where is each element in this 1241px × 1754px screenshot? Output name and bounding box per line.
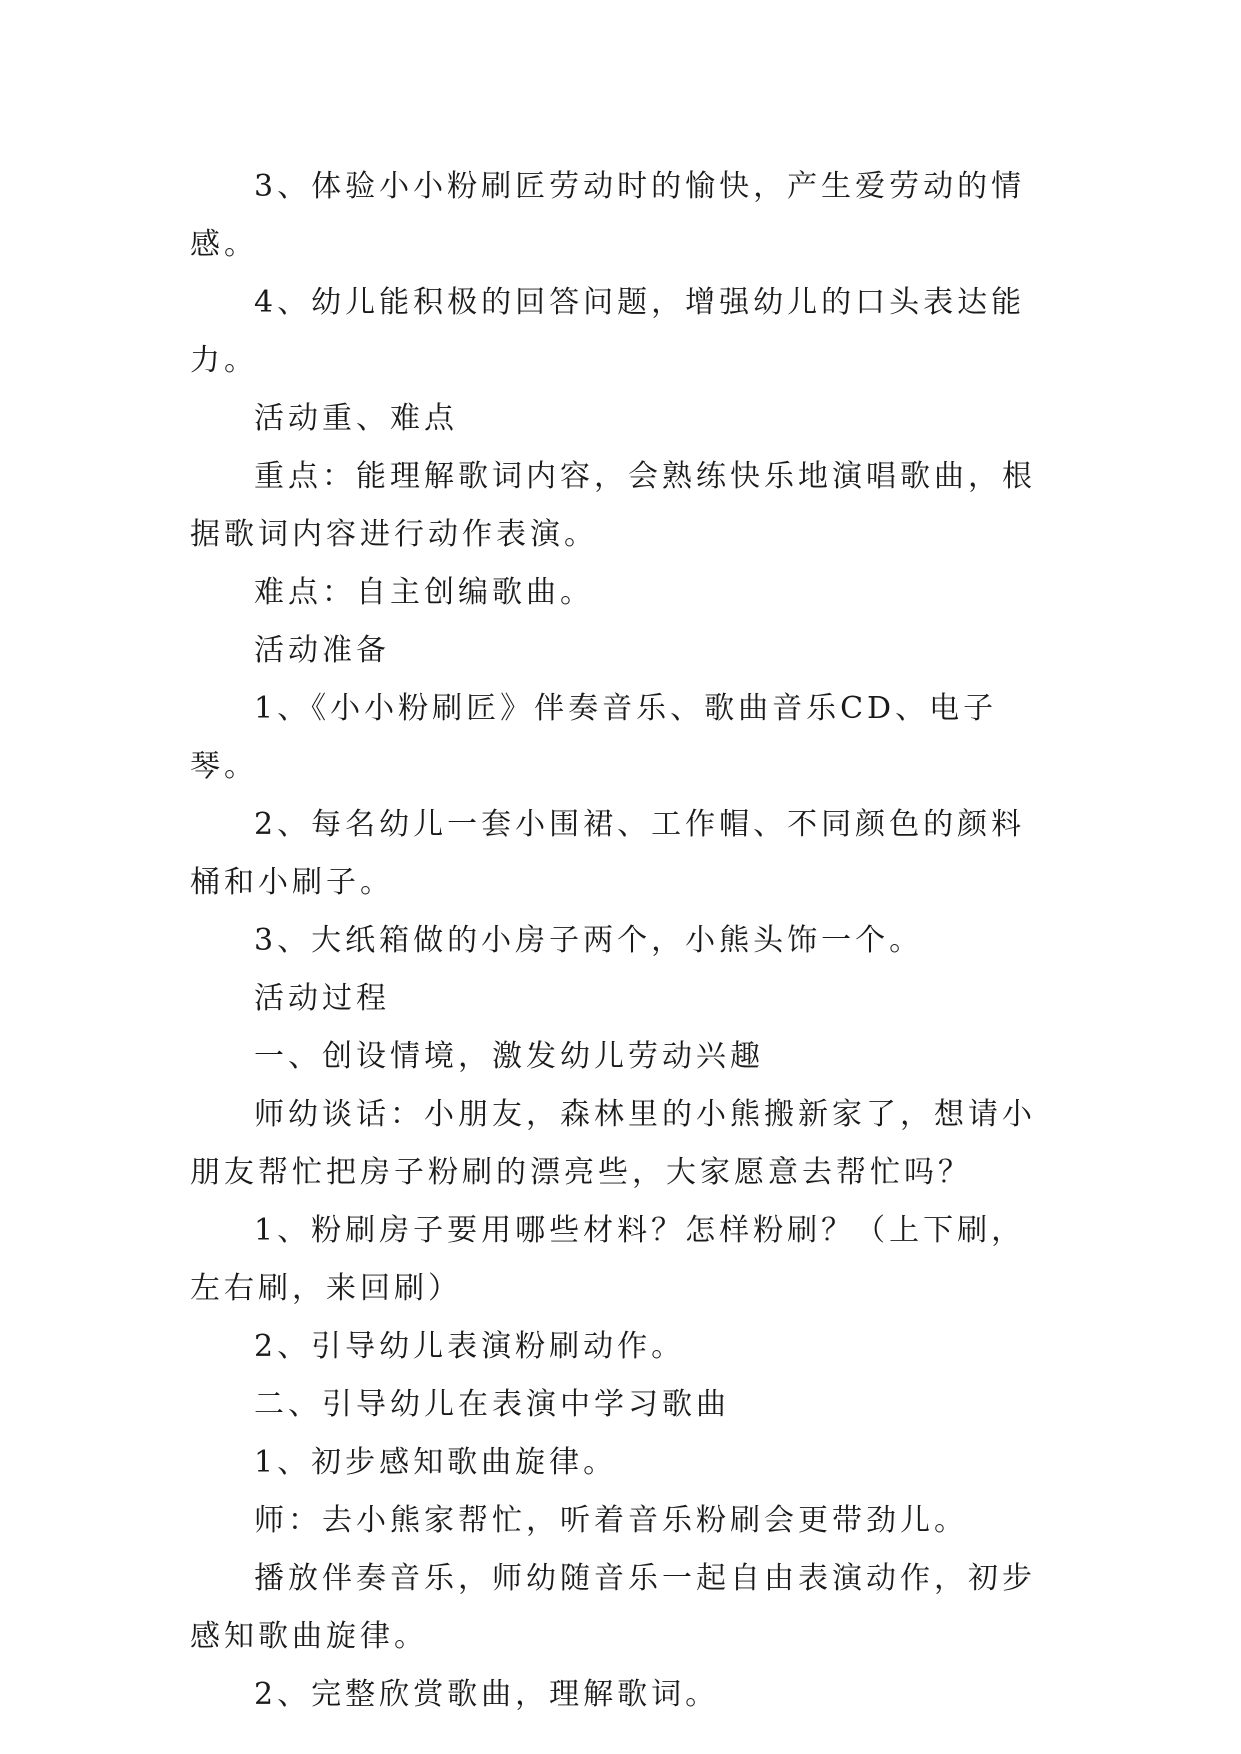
paragraph-prep-1: 1、《小小粉刷匠》伴奏音乐、歌曲音乐CD、电子琴。 xyxy=(190,691,998,784)
paragraph-step-2-teacher: 师：去小熊家帮忙，听着音乐粉刷会更带劲儿。 xyxy=(254,1503,968,1538)
paragraph-goal-3: 3、体验小小粉刷匠劳动时的愉快，产生爱劳动的情感。 xyxy=(190,169,1026,262)
paragraph-difficult-point: 难点：自主创编歌曲。 xyxy=(254,575,594,610)
paragraph-key-point: 重点：能理解歌词内容，会熟练快乐地演唱歌曲，根据歌词内容进行动作表演。 xyxy=(190,459,1036,552)
step-heading-2: 二、引导幼儿在表演中学习歌曲 xyxy=(254,1387,730,1422)
section-heading-process: 活动过程 xyxy=(254,981,390,1016)
paragraph-step-2-1: 1、初步感知歌曲旋律。 xyxy=(254,1445,618,1480)
section-heading-key-difficult: 活动重、难点 xyxy=(254,401,458,436)
paragraph-goal-4: 4、幼儿能积极的回答问题，增强幼儿的口头表达能力。 xyxy=(190,285,1026,378)
paragraph-prep-2: 2、每名幼儿一套小围裙、工作帽、不同颜色的颜料桶和小刷子。 xyxy=(190,807,1026,900)
paragraph-prep-3: 3、大纸箱做的小房子两个，小熊头饰一个。 xyxy=(254,923,924,958)
paragraph-step-1-q1: 1、粉刷房子要用哪些材料？怎样粉刷？（上下刷，左右刷，来回刷） xyxy=(190,1213,1026,1306)
paragraph-step-1-q2: 2、引导幼儿表演粉刷动作。 xyxy=(254,1329,686,1364)
paragraph-step-2-play: 播放伴奏音乐，师幼随音乐一起自由表演动作，初步感知歌曲旋律。 xyxy=(190,1561,1036,1654)
document-page xyxy=(190,158,1052,1724)
section-heading-preparation: 活动准备 xyxy=(254,633,390,668)
paragraph-step-1-talk: 师幼谈话：小朋友，森林里的小熊搬新家了，想请小朋友帮忙把房子粉刷的漂亮些，大家愿意去帮忙吗？ xyxy=(190,1097,1036,1190)
paragraph-step-2-2: 2、完整欣赏歌曲，理解歌词。 xyxy=(254,1677,720,1712)
step-heading-1: 一、创设情境，激发幼儿劳动兴趣 xyxy=(254,1039,764,1074)
